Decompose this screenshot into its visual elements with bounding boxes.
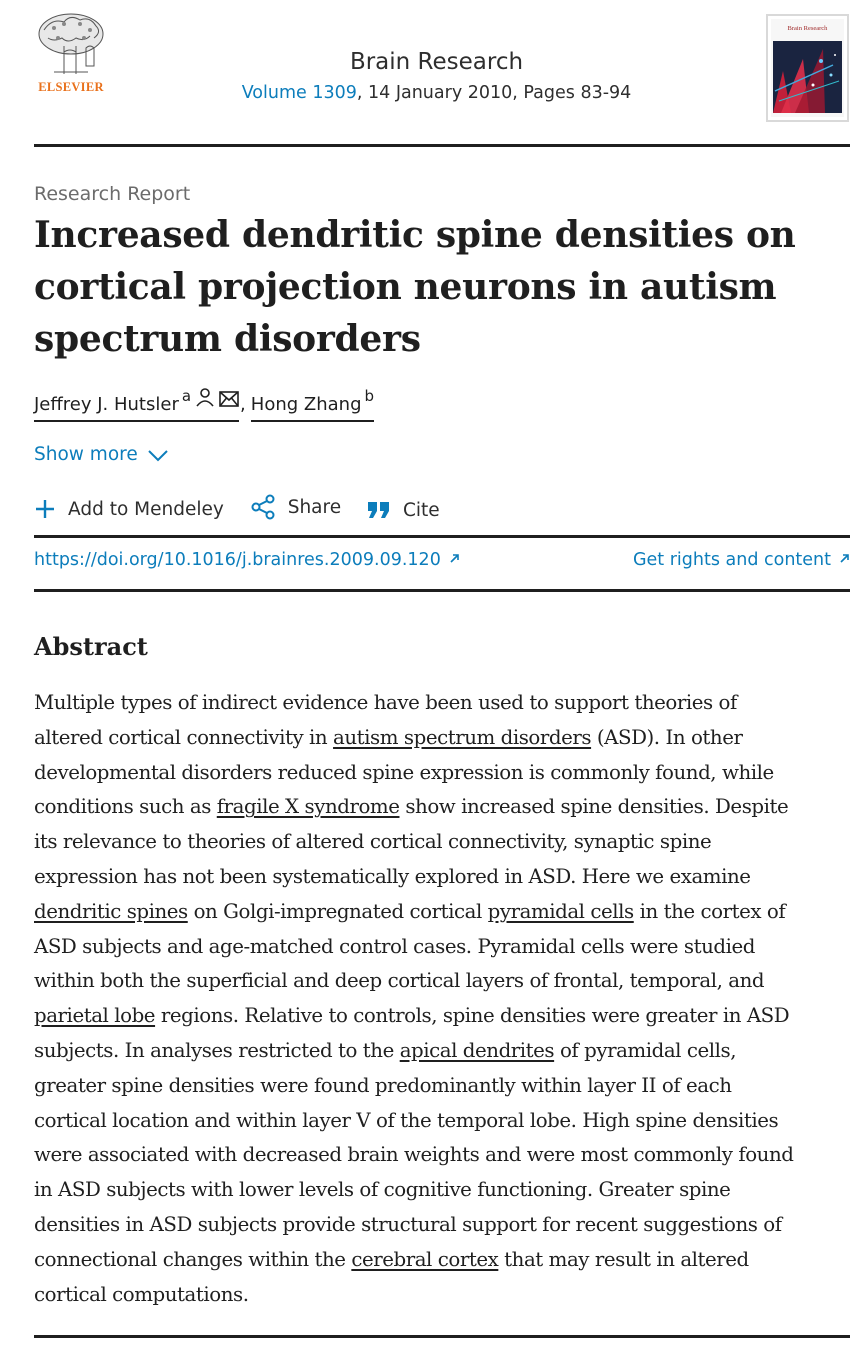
rights-text: Get rights and content [632,550,831,570]
abstract-line [34,721,850,756]
topic-link[interactable]: cerebral cortex [351,1247,499,1271]
show-more-button[interactable] [34,444,168,465]
abstract-text-segment: that may result in altered [498,1247,749,1271]
abstract-line [34,1104,850,1139]
issue-details: , 14 January 2010, Pages 83-94 [356,83,632,103]
abstract-line [34,1243,850,1278]
author-link[interactable] [34,382,239,422]
abstract-line [34,790,850,825]
divider [34,1335,850,1338]
cite-label: Cite [403,499,440,521]
mendeley-label: Add to Mendeley [68,498,224,520]
abstract-line [34,1208,850,1243]
abstract-text-segment: in ASD subjects with lower levels of cognitive functioning. Greater spine [34,1178,731,1202]
abstract-heading: Abstract [34,632,148,661]
abstract-line [34,999,850,1034]
abstract-text-segment: ASD subjects and age-matched control cases. Pyramidal cells were studied [34,934,755,958]
cover-image [771,19,844,117]
abstract-line [34,1138,850,1173]
chevron-down-icon [148,450,168,462]
envelope-icon [219,388,239,416]
abstract-line [34,686,850,721]
article-title-line: spectrum disorders [34,318,421,360]
cover-art-icon [773,41,842,113]
author-link[interactable] [251,382,374,422]
topic-link[interactable]: autism spectrum disorders [333,725,592,749]
topic-link[interactable]: fragile X syndrome [216,795,400,819]
abstract-text-segment: greater spine densities were found predominantly within layer II of each [34,1073,732,1097]
abstract-text-segment: on Golgi-impregnated cortical [187,899,488,923]
abstract-line [34,756,850,791]
abstract-line [34,1069,850,1104]
abstract-text-segment: developmental disorders reduced spine expression is commonly found, while [34,760,774,784]
abstract-text-segment: within both the superficial and deep cortical layers of frontal, temporal, and [34,969,765,993]
issue-info [184,81,689,105]
topic-link[interactable]: dendritic spines [34,899,188,923]
abstract-text-segment: densities in ASD subjects provide structural support for recent suggestions of [34,1212,782,1236]
share-icon [250,494,276,520]
topic-link[interactable]: apical dendrites [399,1038,555,1062]
add-to-mendeley-button[interactable] [34,498,224,520]
abstract-text-segment: (ASD). In other [591,725,743,749]
abstract-line [34,1278,850,1313]
abstract-line [34,825,850,860]
divider [34,589,850,592]
rights-link[interactable] [633,550,850,570]
abstract-text [34,686,850,1312]
abstract-line [34,895,850,930]
abstract-text-segment: subjects. In analyses restricted to the [34,1038,400,1062]
abstract-text-segment: cortical location and within layer V of the temporal lobe. High spine densities [34,1108,779,1132]
abstract-text-segment: cortical computations. [34,1282,249,1306]
abstract-text-segment: expression has not been systematically explored in ASD. Here we examine [34,864,751,888]
plus-icon [34,498,56,520]
external-link-icon [449,553,460,564]
abstract-text-segment: connectional changes within the [34,1247,352,1271]
abstract-text-segment: show increased spine densities. Despite [399,795,789,819]
article-title-line: cortical projection neurons in autism [34,266,777,308]
author-separator: , [240,394,246,415]
cover-title: Brain Research [787,25,828,32]
topic-link[interactable]: pyramidal cells [487,899,634,923]
article-actions [34,494,460,524]
abstract-text-segment: of pyramidal cells, [554,1038,737,1062]
doi-text: https://doi.org/10.1016/j.brainres.2009.09.120 [34,550,441,570]
cite-button[interactable] [367,500,440,521]
author-list [34,382,374,418]
journal-cover-thumbnail[interactable] [766,14,849,122]
publisher-wordmark: ELSEVIER [38,80,104,94]
article-title [34,209,834,365]
doi-row [34,550,850,580]
share-button[interactable] [250,494,341,520]
journal-title-link[interactable]: Brain Research [349,49,524,75]
affiliation-marker: b [364,387,375,405]
volume-link[interactable]: Volume 1309 [241,83,357,103]
elsevier-logo[interactable] [34,12,108,94]
abstract-text-segment: in the cortex of [633,899,786,923]
author-name: Jeffrey J. Hutsler [34,394,179,415]
show-more-label: Show more [34,444,138,465]
abstract-line [34,1173,850,1208]
author-name: Hong Zhang [250,394,362,415]
person-icon [195,387,215,416]
divider [34,535,850,538]
quote-icon [367,500,391,520]
abstract-text-segment: conditions such as [34,795,217,819]
abstract-text-segment: Multiple types of indirect evidence have been used to support theories of [34,691,737,714]
abstract-line [34,860,850,895]
affiliation-marker: a [181,387,192,405]
abstract-line [34,1034,850,1069]
abstract-text-segment: its relevance to theories of altered cortical connectivity, synaptic spine [34,830,712,854]
doi-link[interactable] [34,550,460,570]
tree-logo-icon [34,12,108,78]
article-title-line: Increased dendritic spine densities on [34,214,796,256]
topic-link[interactable]: parietal lobe [34,1004,156,1028]
abstract-text-segment: altered cortical connectivity in [34,725,334,749]
abstract-line [34,964,850,999]
abstract-text-segment: were associated with decreased brain weights and were most commonly found [34,1143,794,1167]
journal-info [184,46,689,105]
article-type: Research Report [34,183,191,205]
journal-header [34,12,850,146]
external-link-icon [839,553,850,564]
header-divider [34,144,850,147]
abstract-text-segment: regions. Relative to controls, spine densities were greater in ASD [155,1004,790,1028]
abstract-line [34,930,850,965]
share-label: Share [287,496,342,518]
